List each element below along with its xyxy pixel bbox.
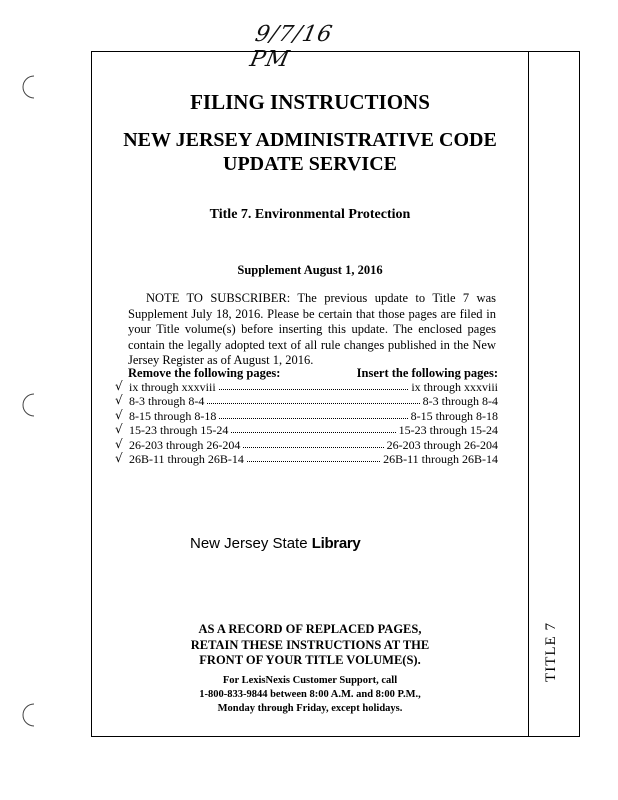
checkmark-icon: √ <box>115 379 123 393</box>
insert-pages: 26B-11 through 26B-14 <box>383 451 498 466</box>
remove-pages: 15-23 through 15-24 <box>129 423 229 438</box>
table-row <box>115 393 498 409</box>
table-row <box>115 407 498 423</box>
insert-header: Insert the following pages: <box>356 366 498 380</box>
tab-divider-line <box>528 51 529 737</box>
record-line1: AS A RECORD OF REPLACED PAGES, <box>198 622 422 636</box>
checkmark-icon: √ <box>115 393 123 408</box>
title-number: Title 7. Environmental Protection <box>209 207 411 222</box>
support-line2: 1-800-833-9844 between 8:00 A.M. and 8:00 P.M., <box>199 689 421 700</box>
pages-table <box>115 379 498 466</box>
remove-pages: 26-203 through 26-204 <box>129 437 241 452</box>
record-line3: FRONT OF YOUR TITLE VOLUME(S). <box>199 653 421 667</box>
checkmark-icon: √ <box>115 436 123 451</box>
handwritten-date-note: 9/7/16 PM <box>247 22 336 72</box>
remove-pages: 8-15 through 8-18 <box>129 408 217 423</box>
support-line3: Monday through Friday, except holidays. <box>217 703 403 714</box>
subscriber-note: NOTE TO SUBSCRIBER: The previous update to Title 7 was Supplement July 18, 2016. Please be certain that those pages are filed in your Title volume(s) before inserting this update. The enclosed pages contain the legally adopted text of all rule changes published in the New Jersey Register as of August 1, 2016. <box>128 291 496 367</box>
library-stamp-emphasis: Library <box>311 535 361 552</box>
customer-support-info <box>95 674 525 716</box>
supplement-date: Supplement August 1, 2016 <box>237 263 383 277</box>
page-title: FILING INSTRUCTIONS <box>190 90 430 114</box>
table-row <box>115 422 498 438</box>
remove-pages: 8-3 through 8-4 <box>129 394 205 409</box>
library-stamp-prefix: New Jersey State <box>190 535 312 552</box>
library-stamp <box>190 535 360 552</box>
insert-pages: 8-3 through 8-4 <box>422 394 498 409</box>
remove-pages: ix through xxxviii <box>129 380 216 394</box>
title-tab-label: TITLE 7 <box>543 622 559 682</box>
record-notice <box>95 622 525 669</box>
punch-hole-bottom <box>20 702 44 728</box>
insert-pages: 8-15 through 8-18 <box>410 408 498 423</box>
table-row <box>115 450 498 466</box>
checkmark-icon: √ <box>115 450 123 465</box>
remove-pages: 26B-11 through 26B-14 <box>129 451 244 466</box>
record-line2: RETAIN THESE INSTRUCTIONS AT THE <box>190 637 430 652</box>
table-row <box>115 436 498 452</box>
punch-hole-top <box>20 74 44 100</box>
insert-pages: ix through xxxviii <box>411 380 498 394</box>
subtitle-line1: NEW JERSEY ADMINISTRATIVE CODE <box>123 129 497 151</box>
remove-header: Remove the following pages: <box>128 366 281 380</box>
insert-pages: 26-203 through 26-204 <box>386 437 498 452</box>
support-line1: For LexisNexis Customer Support, call <box>222 675 398 686</box>
checkmark-icon: √ <box>115 422 123 437</box>
subtitle-line2: UPDATE SERVICE <box>223 153 397 175</box>
checkmark-icon: √ <box>115 407 123 422</box>
table-row <box>115 379 498 394</box>
punch-hole-middle <box>20 392 44 418</box>
insert-pages: 15-23 through 15-24 <box>398 423 498 438</box>
table-header <box>128 366 498 381</box>
